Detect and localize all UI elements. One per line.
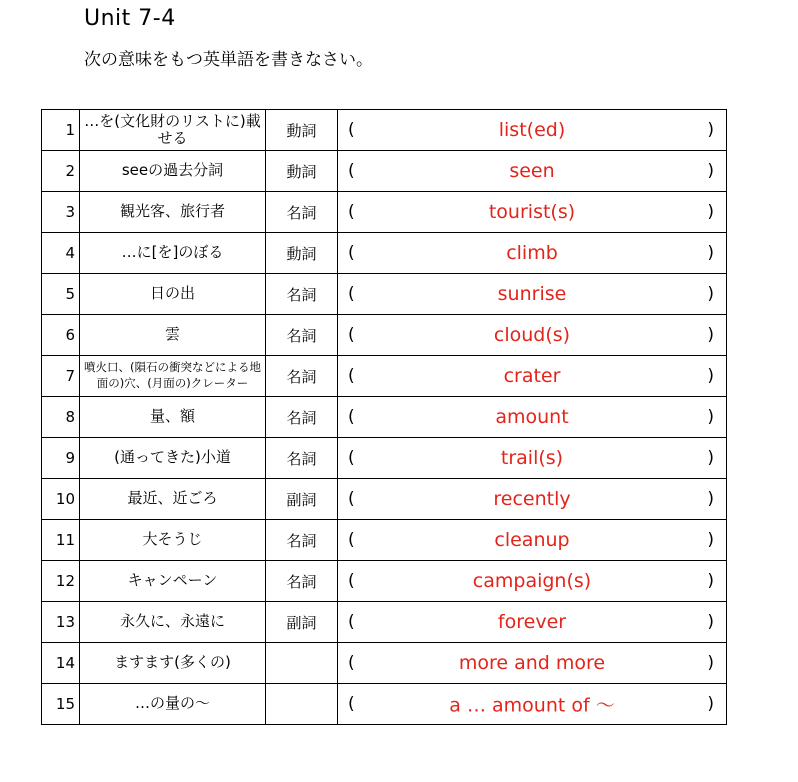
japanese-meaning: 永久に、永遠に	[80, 602, 266, 643]
answer-cell	[338, 397, 727, 438]
close-paren: )	[707, 530, 714, 550]
table-row	[42, 233, 727, 274]
english-answer: cloud(s)	[493, 324, 571, 346]
close-paren: )	[707, 366, 714, 386]
answer-cell	[338, 684, 727, 725]
japanese-meaning: 大そうじ	[80, 520, 266, 561]
part-of-speech: 副詞	[266, 602, 338, 643]
page-title: Unit 7-4	[84, 6, 176, 31]
japanese-meaning: …に[を]のぼる	[80, 233, 266, 274]
table-row	[42, 561, 727, 602]
english-answer: cleanup	[494, 529, 570, 551]
row-number: 14	[42, 643, 80, 684]
row-number: 2	[42, 151, 80, 192]
part-of-speech: 名詞	[266, 192, 338, 233]
table-row	[42, 356, 727, 397]
part-of-speech: 動詞	[266, 151, 338, 192]
english-answer: recently	[493, 488, 571, 510]
answer-cell	[338, 192, 727, 233]
row-number: 6	[42, 315, 80, 356]
table-row	[42, 438, 727, 479]
answer-cell	[338, 643, 727, 684]
close-paren: )	[707, 407, 714, 427]
table-row	[42, 110, 727, 151]
japanese-meaning: 日の出	[80, 274, 266, 315]
row-number: 5	[42, 274, 80, 315]
vocabulary-table-body	[42, 110, 727, 725]
open-paren: (	[348, 489, 355, 509]
row-number: 9	[42, 438, 80, 479]
open-paren: (	[348, 407, 355, 427]
japanese-meaning: 観光客、旅行者	[80, 192, 266, 233]
open-paren: (	[348, 571, 355, 591]
close-paren: )	[707, 612, 714, 632]
close-paren: )	[707, 489, 714, 509]
row-number: 15	[42, 684, 80, 725]
table-row	[42, 643, 727, 684]
close-paren: )	[707, 161, 714, 181]
row-number: 7	[42, 356, 80, 397]
japanese-meaning: (通ってきた)小道	[80, 438, 266, 479]
table-row	[42, 479, 727, 520]
japanese-meaning: キャンペーン	[80, 561, 266, 602]
english-answer: tourist(s)	[488, 201, 576, 223]
english-answer: seen	[509, 160, 555, 182]
table-row	[42, 274, 727, 315]
part-of-speech: 名詞	[266, 315, 338, 356]
answer-cell	[338, 356, 727, 397]
table-row	[42, 602, 727, 643]
open-paren: (	[348, 120, 355, 140]
japanese-meaning: …の量の～	[80, 684, 266, 725]
table-row	[42, 151, 727, 192]
open-paren: (	[348, 530, 355, 550]
japanese-meaning: seeの過去分詞	[80, 151, 266, 192]
english-answer: crater	[503, 365, 561, 387]
answer-cell	[338, 315, 727, 356]
row-number: 4	[42, 233, 80, 274]
part-of-speech: 動詞	[266, 233, 338, 274]
close-paren: )	[707, 325, 714, 345]
japanese-meaning: 量、額	[80, 397, 266, 438]
english-answer: forever	[497, 611, 567, 633]
part-of-speech: 動詞	[266, 110, 338, 151]
english-answer: more and more	[458, 652, 606, 674]
row-number: 8	[42, 397, 80, 438]
close-paren: )	[707, 694, 714, 714]
table-row	[42, 520, 727, 561]
japanese-meaning: ますます(多くの)	[80, 643, 266, 684]
part-of-speech	[266, 684, 338, 725]
english-answer: amount	[495, 406, 569, 428]
close-paren: )	[707, 448, 714, 468]
vocabulary-table	[41, 109, 727, 725]
row-number: 12	[42, 561, 80, 602]
answer-cell	[338, 274, 727, 315]
answer-cell	[338, 602, 727, 643]
row-number: 13	[42, 602, 80, 643]
close-paren: )	[707, 202, 714, 222]
answer-cell	[338, 151, 727, 192]
instructions: 次の意味をもつ英単語を書きなさい。	[84, 50, 373, 70]
japanese-meaning: 噴火口、(隕石の衝突などによる地面の)穴、(月面の)クレーター	[80, 356, 266, 397]
part-of-speech: 名詞	[266, 274, 338, 315]
japanese-meaning: 雲	[80, 315, 266, 356]
english-answer: campaign(s)	[472, 570, 592, 592]
answer-cell	[338, 561, 727, 602]
japanese-meaning: 最近、近ごろ	[80, 479, 266, 520]
open-paren: (	[348, 448, 355, 468]
row-number: 11	[42, 520, 80, 561]
part-of-speech: 名詞	[266, 397, 338, 438]
english-answer: sunrise	[497, 283, 567, 305]
answer-cell	[338, 110, 727, 151]
part-of-speech: 名詞	[266, 520, 338, 561]
close-paren: )	[707, 243, 714, 263]
table-row	[42, 192, 727, 233]
part-of-speech: 名詞	[266, 561, 338, 602]
open-paren: (	[348, 694, 355, 714]
table-row	[42, 315, 727, 356]
answer-cell	[338, 479, 727, 520]
part-of-speech: 名詞	[266, 438, 338, 479]
part-of-speech: 名詞	[266, 356, 338, 397]
open-paren: (	[348, 653, 355, 673]
english-answer: climb	[506, 242, 558, 264]
part-of-speech: 副詞	[266, 479, 338, 520]
answer-cell	[338, 520, 727, 561]
close-paren: )	[707, 120, 714, 140]
japanese-meaning: …を(文化財のリストに)載せる	[80, 110, 266, 151]
english-answer: list(ed)	[498, 119, 566, 141]
row-number: 3	[42, 192, 80, 233]
open-paren: (	[348, 161, 355, 181]
table-row	[42, 684, 727, 725]
answer-cell	[338, 233, 727, 274]
open-paren: (	[348, 325, 355, 345]
row-number: 1	[42, 110, 80, 151]
open-paren: (	[348, 366, 355, 386]
open-paren: (	[348, 202, 355, 222]
row-number: 10	[42, 479, 80, 520]
part-of-speech	[266, 643, 338, 684]
close-paren: )	[707, 284, 714, 304]
open-paren: (	[348, 284, 355, 304]
english-answer: trail(s)	[500, 447, 564, 469]
open-paren: (	[348, 612, 355, 632]
answer-cell	[338, 438, 727, 479]
open-paren: (	[348, 243, 355, 263]
english-answer: a … amount of ～	[449, 694, 615, 717]
close-paren: )	[707, 653, 714, 673]
close-paren: )	[707, 571, 714, 591]
table-row	[42, 397, 727, 438]
